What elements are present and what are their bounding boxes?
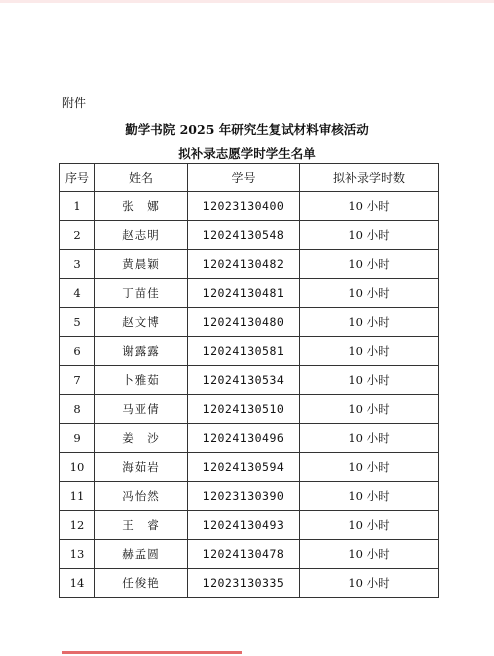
table-row [60,511,439,540]
row-index: 6 [60,337,95,366]
table-row [60,366,439,395]
table-row [60,221,439,250]
student-name: 谢露露 [95,337,188,366]
header-student-id: 学号 [188,164,300,192]
table-row [60,337,439,366]
student-id: 12024130482 [188,250,300,279]
table-row [60,395,439,424]
table-row [60,192,439,221]
student-name: 卜雅茹 [95,366,188,395]
header-name: 姓名 [95,164,188,192]
row-index: 12 [60,511,95,540]
student-id: 12024130493 [188,511,300,540]
student-id: 12024130548 [188,221,300,250]
table-header-row [60,164,439,192]
student-name: 任俊艳 [95,569,188,598]
hours: 10 小时 [300,482,439,511]
table-row [60,540,439,569]
table-row [60,279,439,308]
hours: 10 小时 [300,250,439,279]
hours: 10 小时 [300,192,439,221]
table-body [60,192,439,598]
table-row [60,424,439,453]
hours: 10 小时 [300,453,439,482]
bottom-decor-bar [62,651,242,654]
student-id: 12024130594 [188,453,300,482]
hours: 10 小时 [300,424,439,453]
hours: 10 小时 [300,221,439,250]
table-row [60,482,439,511]
document-subtitle: 拟补录志愿学时学生名单 [178,146,316,161]
row-index: 10 [60,453,95,482]
header-index: 序号 [60,164,95,192]
row-index: 13 [60,540,95,569]
header-hours: 拟补录学时数 [300,164,439,192]
document-title: 勤学书院 2025 年研究生复试材料审核活动 [125,122,369,137]
student-id: 12024130534 [188,366,300,395]
student-id: 12024130581 [188,337,300,366]
hours: 10 小时 [300,540,439,569]
student-id: 12023130400 [188,192,300,221]
student-roster-table [59,163,439,598]
student-id: 12024130481 [188,279,300,308]
student-name: 张 娜 [95,192,188,221]
top-decor-bar [0,0,494,3]
student-id: 12024130496 [188,424,300,453]
student-name: 姜 沙 [95,424,188,453]
table-row [60,453,439,482]
student-name: 王 睿 [95,511,188,540]
student-name: 丁苗佳 [95,279,188,308]
hours: 10 小时 [300,308,439,337]
hours: 10 小时 [300,569,439,598]
student-name: 赵文博 [95,308,188,337]
student-id: 12024130510 [188,395,300,424]
student-id: 12024130480 [188,308,300,337]
row-index: 9 [60,424,95,453]
row-index: 2 [60,221,95,250]
row-index: 5 [60,308,95,337]
student-id: 12023130390 [188,482,300,511]
table-row [60,250,439,279]
student-name: 海茹岩 [95,453,188,482]
row-index: 4 [60,279,95,308]
row-index: 7 [60,366,95,395]
attachment-label: 附件 [62,96,87,110]
student-name: 黄晨颖 [95,250,188,279]
student-id: 12024130478 [188,540,300,569]
student-id: 12023130335 [188,569,300,598]
hours: 10 小时 [300,511,439,540]
row-index: 8 [60,395,95,424]
student-name: 冯怡然 [95,482,188,511]
hours: 10 小时 [300,395,439,424]
hours: 10 小时 [300,337,439,366]
student-name: 马亚倩 [95,395,188,424]
hours: 10 小时 [300,279,439,308]
student-name: 赵志明 [95,221,188,250]
row-index: 11 [60,482,95,511]
table-row [60,569,439,598]
table-row [60,308,439,337]
hours: 10 小时 [300,366,439,395]
row-index: 3 [60,250,95,279]
row-index: 1 [60,192,95,221]
student-name: 赫孟圆 [95,540,188,569]
row-index: 14 [60,569,95,598]
